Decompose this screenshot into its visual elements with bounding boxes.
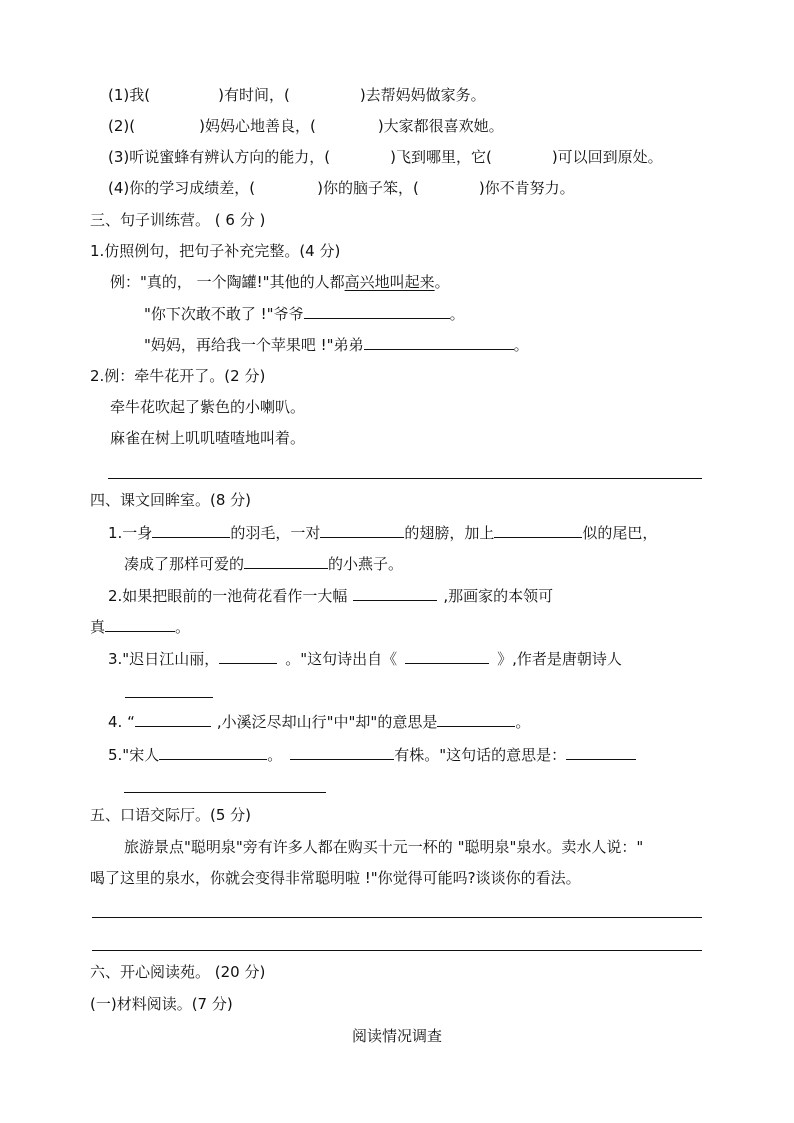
question-text: )你不肯努力。 [478,179,575,197]
example-sentence [110,272,450,292]
answer-line[interactable] [124,792,326,793]
answer-blank[interactable] [159,744,267,760]
question-text: )飞到哪里，它( [390,148,492,166]
section-heading: 五、口语交际厅。(5 分) [90,806,252,824]
answer-blank[interactable] [494,522,582,538]
question-text: 。 [515,713,531,731]
subsection-heading: (一)材料阅读。(7 分) [90,995,233,1013]
question-text: 的小燕子。 [328,555,404,573]
question-text: 4. “ [108,713,135,731]
recall-question-4 [108,711,530,732]
recall-question-2 [108,585,553,606]
question-text: 》,作者是唐朝诗人 [497,650,622,668]
question-text: 。 [449,305,465,323]
question-text: ,小溪泛尽却山行"中"却"的意思是 [216,713,438,731]
answer-blank[interactable] [566,744,636,760]
answer-blank[interactable] [437,711,515,727]
fill-question-2 [108,116,504,136]
answer-line[interactable] [92,950,702,951]
question-title: 1.仿照例句，把句子补充完整。(4 分) [90,242,341,260]
underlined-phrase: 高兴地叫起来 [344,273,435,291]
question-text: )有时间，( [218,86,290,104]
example-line: 麻雀在树上叽叽喳喳地叫着。 [110,429,306,447]
answer-blank[interactable] [219,648,277,664]
question-text: ,那画家的本领可 [443,587,554,605]
question-text: 的翅膀，加上 [404,524,495,542]
answer-blank[interactable] [304,303,450,319]
material-title: 阅读情况调查 [351,1027,442,1045]
question-text: )你的脑子笨，( [317,179,419,197]
answer-blank[interactable] [152,522,230,538]
answer-blank[interactable] [244,553,328,569]
question-text: 3."迟日江山丽， [108,650,220,668]
question-text: (4)你的学习成绩差，( [108,179,256,197]
question-text: (3)听说蜜蜂有辨认方向的能力，( [108,148,331,166]
example-line: 牵牛花吹起了紫色的小喇叭。 [110,398,306,416]
question-text: )大家都很喜欢她。 [377,117,504,135]
section-heading: 六、开心阅读苑。 (20 分) [90,963,266,981]
question-text: 。 [267,746,283,764]
fill-question-3 [108,147,663,167]
answer-blank[interactable] [135,711,211,727]
fill-question-1 [108,85,486,105]
question-text: 2.如果把眼前的一池荷花看作一大幅 [108,587,348,605]
recall-question-5 [108,744,636,765]
answer-line[interactable] [125,697,213,698]
question-text: 真 [90,618,106,636]
paragraph-line: 旅游景点"聪明泉"旁有许多人都在购买十元一杯的 "聪明泉"泉水。卖水人说：" [124,838,644,856]
recall-question-1-cont [124,553,403,574]
paragraph-line: 喝了这里的泉水，你就会变得非常聪明啦 !"你觉得可能吗?谈谈你的看法。 [90,869,581,887]
section-heading: 三、句子训练营。 ( 6 分 ) [90,211,266,229]
question-text: 。 [513,336,529,354]
recall-question-1 [108,522,657,543]
question-text: 5."宋人 [108,746,160,764]
question-text: "妈妈，再给我一个苹果吧 !"弟弟 [144,336,364,354]
question-title: 2.例：牵牛花开了。(2 分) [90,367,266,385]
answer-blank[interactable] [320,522,404,538]
question-text: 凑成了那样可爱的 [124,555,245,573]
question-text: 似的尾巴， [582,524,658,542]
answer-blank[interactable] [364,334,514,350]
question-text: 。"这句诗出自《 [285,650,398,668]
question-text: )可以回到原处。 [551,148,663,166]
imitation-line-2 [144,334,529,355]
question-text: 例："真的， 一个陶罐!"其他的人都 [110,273,345,291]
fill-question-4 [108,178,575,198]
question-text: (2)( [108,117,136,135]
recall-question-3 [108,648,622,669]
question-text: )妈妈心地善良，( [199,117,316,135]
recall-question-2-cont [90,616,190,637]
answer-blank[interactable] [105,616,175,632]
answer-blank[interactable] [290,744,394,760]
answer-line[interactable] [92,917,702,918]
question-text: "你下次敢不敢了 !"爷爷 [144,305,304,323]
question-text: )去帮妈妈做家务。 [359,86,486,104]
question-text: 。 [434,273,450,291]
question-text: 有株。"这句话的意思是： [394,746,567,764]
question-text: 。 [175,618,191,636]
question-text: (1)我( [108,86,151,104]
question-text: 1.一身 [108,524,153,542]
answer-blank[interactable] [353,585,437,601]
section-heading: 四、课文回眸室。(8 分) [90,491,252,509]
answer-blank[interactable] [405,648,489,664]
imitation-line-1 [144,303,465,324]
answer-line[interactable] [108,478,702,479]
question-text: 的羽毛，一对 [230,524,321,542]
